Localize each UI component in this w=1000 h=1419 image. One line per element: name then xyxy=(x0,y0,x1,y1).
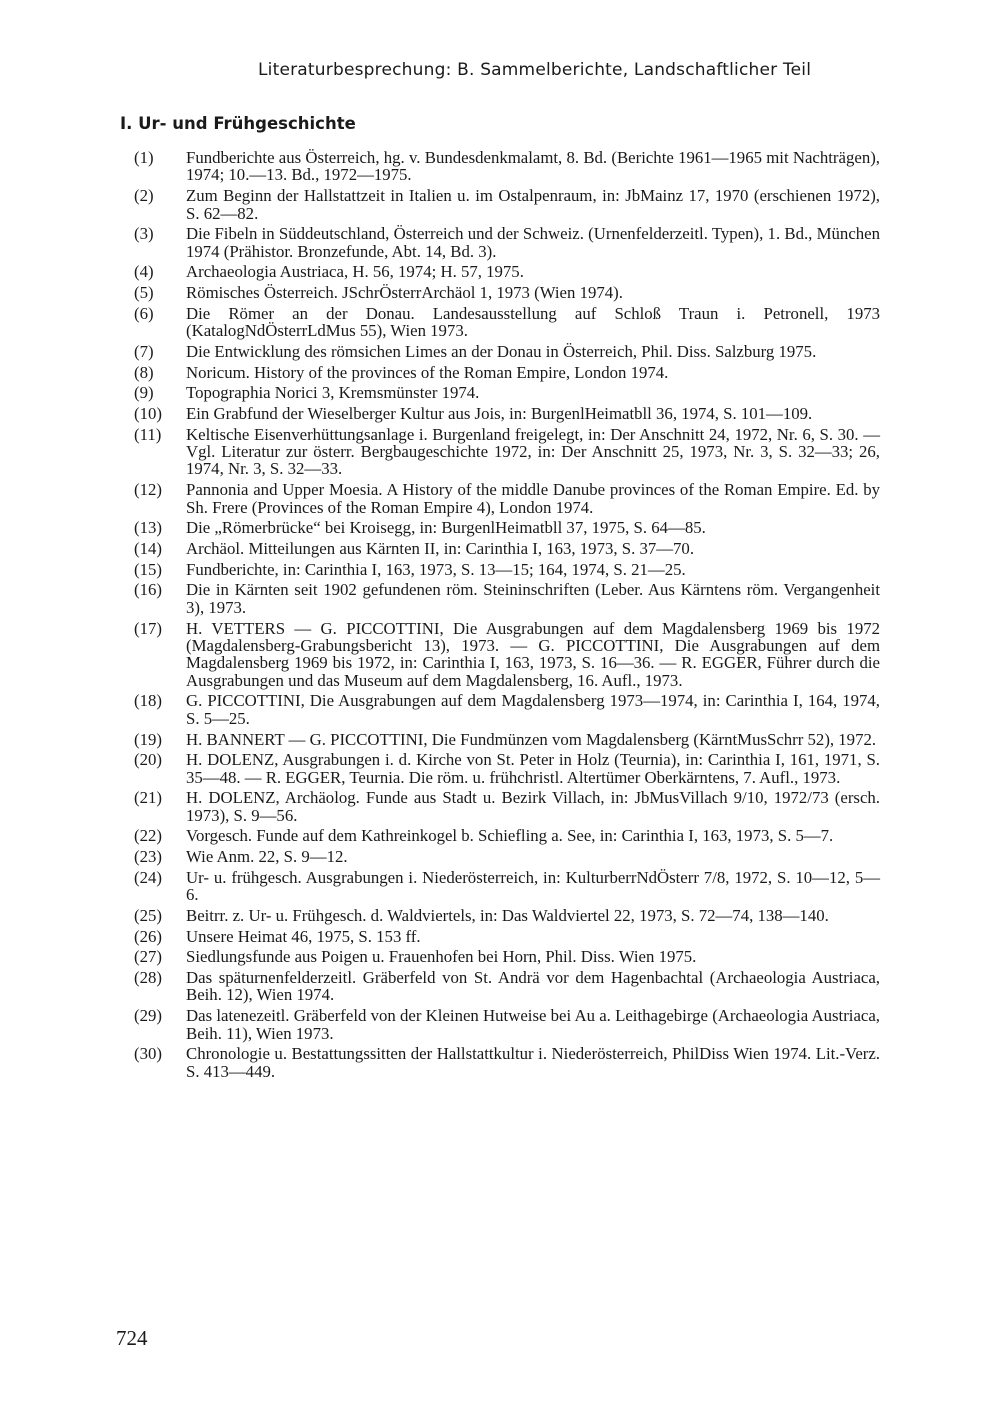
reference-text: Vorgesch. Funde auf dem Kathreinkogel b. Schiefling a. See, in: Carinthia I, 163, 1973, S. 5—7. xyxy=(186,826,834,846)
reference-item xyxy=(134,1045,880,1080)
reference-text: H. DOLENZ, Archäolog. Funde aus Stadt u. Bezirk Villach, in: JbMusVillach 9/10, 1972/73 (ersch. 1973), S. 9—56. xyxy=(186,788,880,825)
reference-number: (6) xyxy=(134,303,154,323)
reference-text: Archäol. Mitteilungen aus Kärnten II, in: Carinthia I, 163, 1973, S. 37—70. xyxy=(186,538,695,558)
reference-number: (24) xyxy=(134,867,162,887)
reference-text: Pannonia and Upper Moesia. A History of the middle Danube provinces of the Roman Empire. Ed. by Sh. Frere (Provinces of the Roman Empire 4), London 1974. xyxy=(186,480,880,517)
reference-number: (22) xyxy=(134,826,162,846)
reference-text: Ur- u. frühgesch. Ausgrabungen i. Niederösterreich, in: KulturberrNdÖsterr 7/8, 1972, S. 10—12, 5—6. xyxy=(186,867,880,905)
reference-item xyxy=(134,827,880,844)
reference-text: Ein Grabfund der Wieselberger Kultur aus Jois, in: BurgenlHeimatbll 36, 1974, S. 101—109. xyxy=(186,403,813,423)
reference-number: (12) xyxy=(134,480,162,500)
reference-text: Unsere Heimat 46, 1975, S. 153 ff. xyxy=(186,926,421,946)
reference-item xyxy=(134,928,880,945)
reference-item xyxy=(134,343,880,360)
running-head: Literaturbesprechung: B. Sammelberichte, Landschaftlicher Teil xyxy=(258,60,812,80)
reference-item xyxy=(134,692,880,727)
reference-text: Keltische Eisenverhüttungsanlage i. Burgenland freigelegt, in: Der Anschnitt 24, 1972, Nr. 6, S. 30. — Vgl. Literatur zur österr. Bergbaugeschichte 1972, in: Der Anschnitt 25, 1973, Nr. 3, S. 32—33; 26, 1974, Nr. 3, S. 32—33. xyxy=(186,424,880,479)
reference-number: (15) xyxy=(134,559,162,579)
reference-text: Fundberichte, in: Carinthia I, 163, 1973, S. 13—15; 164, 1974, S. 21—25. xyxy=(186,559,686,579)
reference-item xyxy=(134,751,880,786)
reference-item xyxy=(134,540,880,557)
reference-item xyxy=(134,149,880,184)
reference-number: (17) xyxy=(134,618,162,638)
reference-text: Das latenezeitl. Gräberfeld von der Kleinen Hutweise bei Au a. Leithagebirge (Archaeologia Austriaca, Beih. 11), Wien 1973. xyxy=(186,1006,880,1043)
reference-item xyxy=(134,1007,880,1042)
reference-number: (28) xyxy=(134,968,162,988)
reference-item xyxy=(134,263,880,280)
reference-number: (8) xyxy=(134,362,154,382)
reference-number: (26) xyxy=(134,926,162,946)
reference-text: Die Römer an der Donau. Landesausstellung auf Schloß Traun i. Petronell, 1973 (KatalogNdÖsterrLdMus 55), Wien 1973. xyxy=(186,303,880,341)
reference-text: H. BANNERT — G. PICCOTTINI, Die Fundmünzen vom Magdalensberg (KärntMusSchrr 52), 1972. xyxy=(186,729,877,749)
reference-number: (9) xyxy=(134,383,154,403)
reference-text: Siedlungsfunde aus Poigen u. Frauenhofen bei Horn, Phil. Diss. Wien 1975. xyxy=(186,947,697,967)
reference-text: Chronologie u. Bestattungssitten der Hallstattkultur i. Niederösterreich, PhilDiss Wien 1974. Lit.-Verz. S. 413—449. xyxy=(186,1044,880,1081)
reference-item xyxy=(134,305,880,340)
reference-number: (5) xyxy=(134,283,154,303)
reference-text: Fundberichte aus Österreich, hg. v. Bundesdenkmalamt, 8. Bd. (Berichte 1961—1965 mit Nachträgen), 1974; 10.—13. Bd., 1972—1975. xyxy=(186,148,880,185)
reference-item xyxy=(134,481,880,516)
reference-item xyxy=(134,364,880,381)
reference-text: Beitrr. z. Ur- u. Frühgesch. d. Waldviertels, in: Das Waldviertel 22, 1973, S. 72—74, 138—140. xyxy=(186,905,829,925)
reference-item xyxy=(134,187,880,222)
reference-number: (11) xyxy=(134,424,162,444)
reference-number: (3) xyxy=(134,224,154,244)
reference-text: Topographia Norici 3, Kremsmünster 1974. xyxy=(186,383,480,403)
reference-item xyxy=(134,907,880,924)
reference-item xyxy=(134,620,880,690)
reference-text: Die Fibeln in Süddeutschland, Österreich und der Schweiz. (Urnenfelderzeitl. Typen), 1. Bd., München 1974 (Prähistor. Bronzefunde, Abt. 14, Bd. 3). xyxy=(186,224,880,261)
reference-number: (25) xyxy=(134,905,162,925)
reference-text: H. VETTERS — G. PICCOTTINI, Die Ausgrabungen auf dem Magdalensberg 1969 bis 1972 (Magdalensberg-Grabungsbericht 13), 1973. — G. PICCOTTINI, Die Ausgrabungen auf dem Magdalensberg 1969 bis 1972, in: Carinthia I, 163, 1973, S. 16—36. — R. EGGER, Führer durch die Ausgrabungen und das Museum auf dem Magdalensberg, 16. Aufl., 1973. xyxy=(186,618,880,690)
reference-number: (29) xyxy=(134,1006,162,1026)
reference-number: (21) xyxy=(134,788,162,808)
reference-number: (1) xyxy=(134,148,154,167)
reference-text: Archaeologia Austriaca, H. 56, 1974; H. 57, 1975. xyxy=(186,262,524,282)
reference-number: (14) xyxy=(134,538,162,558)
reference-item xyxy=(134,969,880,1004)
reference-number: (18) xyxy=(134,691,162,711)
reference-number: (16) xyxy=(134,580,162,600)
reference-number: (23) xyxy=(134,847,162,867)
reference-text: G. PICCOTTINI, Die Ausgrabungen auf dem Magdalensberg 1973—1974, in: Carinthia I, 164, 1974, S. 5—25. xyxy=(186,691,880,728)
reference-item xyxy=(134,384,880,401)
reference-item xyxy=(134,519,880,536)
reference-item xyxy=(134,948,880,965)
reference-number: (30) xyxy=(134,1044,162,1064)
reference-text: Die „Römerbrücke“ bei Kroisegg, in: BurgenlHeimatbll 37, 1975, S. 64—85. xyxy=(186,518,706,538)
reference-item xyxy=(134,848,880,865)
reference-number: (7) xyxy=(134,341,154,361)
reference-text: Römisches Österreich. JSchrÖsterrArchäol 1, 1973 (Wien 1974). xyxy=(186,283,623,303)
reference-item xyxy=(134,731,880,748)
reference-text: Die Entwicklung des römsichen Limes an der Donau in Österreich, Phil. Diss. Salzburg 1975. xyxy=(186,341,817,361)
reference-number: (10) xyxy=(134,403,162,423)
reference-item xyxy=(134,789,880,824)
reference-number: (4) xyxy=(134,262,154,282)
reference-text: Zum Beginn der Hallstattzeit in Italien u. im Ostalpenraum, in: JbMainz 17, 1970 (erschienen 1972), S. 62—82. xyxy=(186,186,880,223)
reference-item xyxy=(134,225,880,260)
reference-item xyxy=(134,426,880,478)
reference-text: Wie Anm. 22, S. 9—12. xyxy=(186,847,348,867)
reference-number: (20) xyxy=(134,750,162,770)
reference-item xyxy=(134,284,880,301)
reference-number: (2) xyxy=(134,186,154,206)
reference-item xyxy=(134,869,880,904)
reference-number: (19) xyxy=(134,729,162,749)
section-heading: I. Ur- und Frühgeschichte xyxy=(120,114,356,133)
reference-text: Noricum. History of the provinces of the Roman Empire, London 1974. xyxy=(186,362,669,382)
reference-list xyxy=(134,149,880,1083)
reference-item xyxy=(134,405,880,422)
reference-text: Die in Kärnten seit 1902 gefundenen röm. Steininschriften (Leber. Aus Kärntens röm. Vergangenheit 3), 1973. xyxy=(186,580,880,617)
reference-text: Das späturnenfelderzeitl. Gräberfeld von St. Andrä vor dem Hagenbachtal (Archaeologia Austriaca, Beih. 12), Wien 1974. xyxy=(186,968,880,1005)
reference-item xyxy=(134,581,880,616)
page-number: 724 xyxy=(116,1326,148,1350)
reference-text: H. DOLENZ, Ausgrabungen i. d. Kirche von St. Peter in Holz (Teurnia), in: Carinthia I, 161, 1971, S. 35—48. — R. EGGER, Teurnia. Die röm. u. frühchristl. Altertümer Oberkärntens, 7. Aufl., 1973. xyxy=(186,750,880,787)
reference-number: (27) xyxy=(134,947,162,967)
reference-number: (13) xyxy=(134,518,162,538)
reference-item xyxy=(134,561,880,578)
